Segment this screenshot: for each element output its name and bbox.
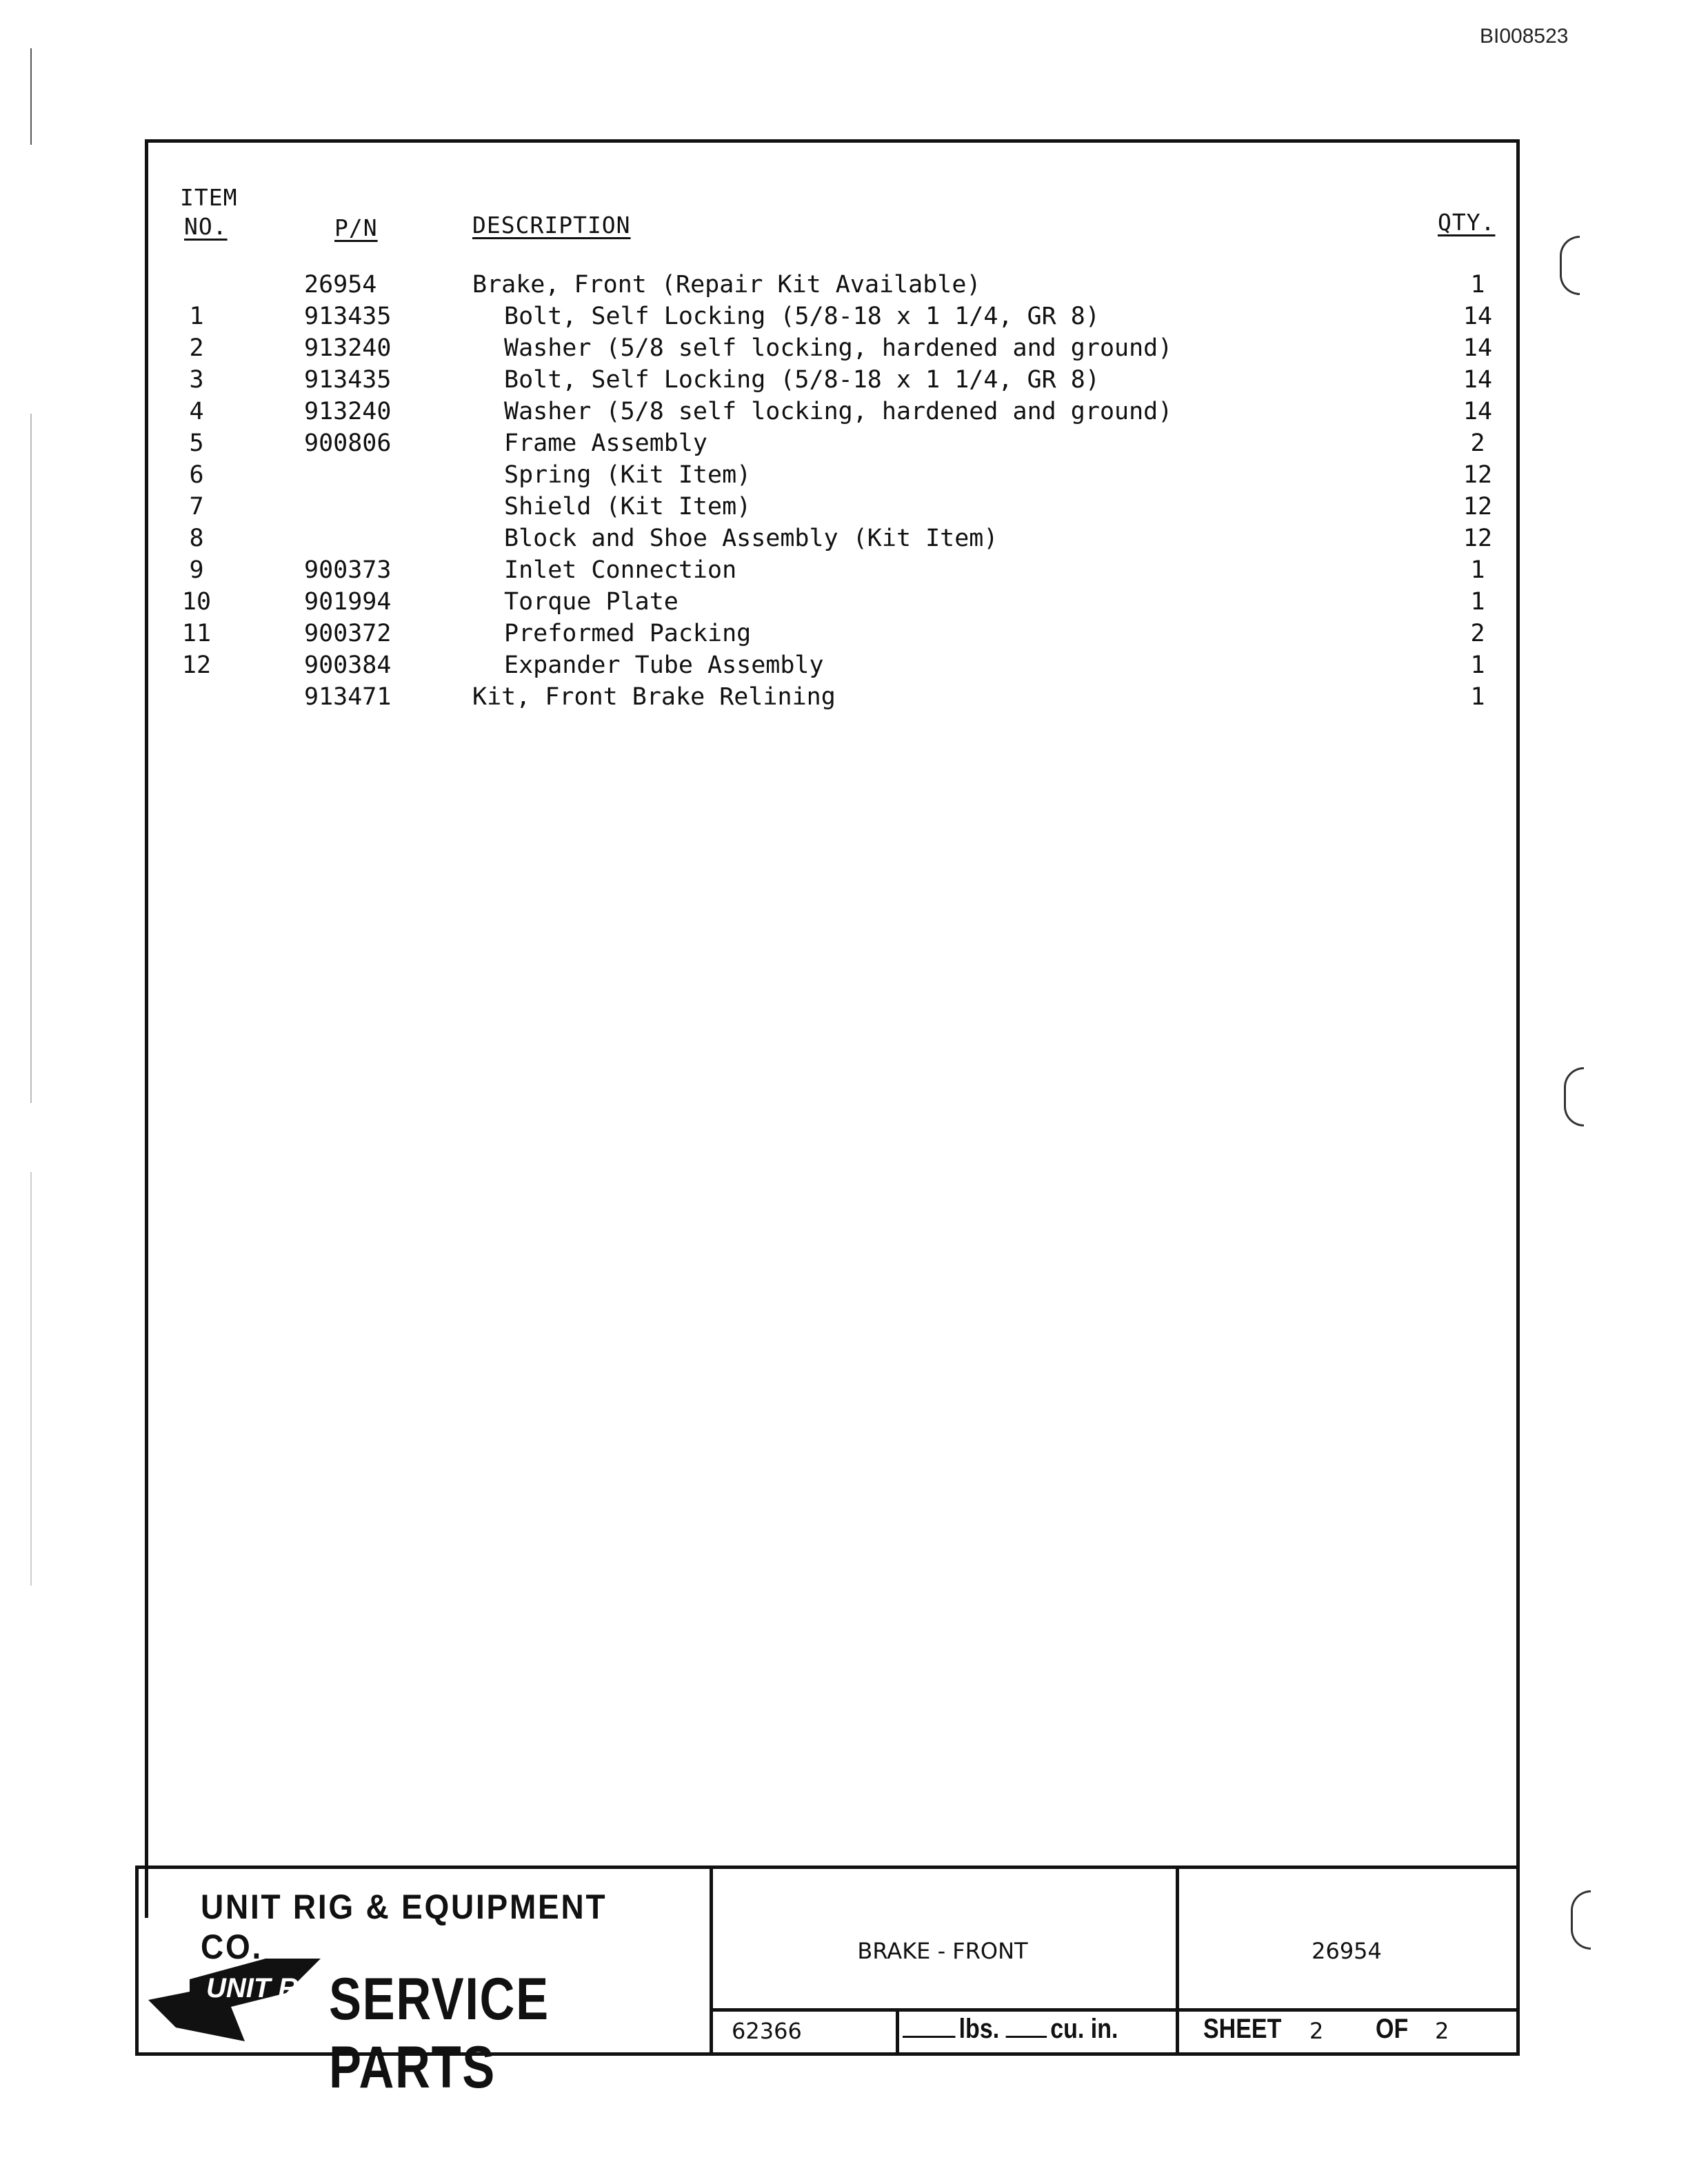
header-item-2: NO. bbox=[184, 213, 228, 240]
part-number: 913240 bbox=[304, 334, 392, 362]
part-number: 900806 bbox=[304, 429, 392, 457]
part-number: 26954 bbox=[304, 271, 377, 299]
quantity: 1 bbox=[1470, 588, 1485, 616]
item-number: 2 bbox=[189, 334, 204, 362]
item-number: 10 bbox=[181, 588, 212, 616]
description: Frame Assembly bbox=[504, 429, 708, 457]
quantity: 14 bbox=[1463, 398, 1493, 425]
item-number: 1 bbox=[189, 303, 204, 330]
sheet-number: 2 bbox=[1309, 2018, 1324, 2044]
item-number: 12 bbox=[181, 651, 212, 679]
description: Kit, Front Brake Relining bbox=[472, 683, 836, 711]
sheet-cell bbox=[1176, 2008, 1518, 2052]
description: Spring (Kit Item) bbox=[504, 461, 752, 489]
header-item-1: ITEM bbox=[180, 184, 238, 211]
sheet-total: 2 bbox=[1435, 2018, 1449, 2044]
part-number: 913435 bbox=[304, 303, 392, 330]
of-label: OF bbox=[1376, 2014, 1409, 2044]
table-row bbox=[148, 525, 1516, 556]
table-row bbox=[148, 303, 1516, 334]
quantity: 12 bbox=[1463, 525, 1493, 552]
table-row bbox=[148, 429, 1516, 461]
description: Washer (5/8 self locking, hardened and ground) bbox=[504, 398, 1173, 425]
table-row bbox=[148, 651, 1516, 683]
company-name: UNIT RIG & EQUIPMENT CO. bbox=[201, 1888, 607, 1966]
quantity: 1 bbox=[1470, 651, 1485, 679]
quantity: 12 bbox=[1463, 461, 1493, 489]
unit-rig-logo bbox=[148, 1952, 334, 2048]
scan-edge-line bbox=[30, 48, 32, 145]
title-block bbox=[135, 1866, 1520, 2101]
part-number: 913435 bbox=[304, 366, 392, 394]
quantity: 1 bbox=[1470, 556, 1485, 584]
binder-mark bbox=[1571, 1890, 1591, 1950]
description: Washer (5/8 self locking, hardened and ground) bbox=[504, 334, 1173, 362]
lbs-label: lbs. bbox=[958, 2014, 1000, 2044]
part-number: 26954 bbox=[1312, 1938, 1382, 1964]
drawing-number-cell bbox=[710, 2008, 899, 2052]
scan-edge-line bbox=[30, 1172, 32, 1586]
svg-text:UNIT RIG: UNIT RIG bbox=[206, 1973, 328, 2003]
scan-edge-line bbox=[30, 414, 32, 1103]
description: Inlet Connection bbox=[504, 556, 737, 584]
drawing-number: 62366 bbox=[732, 2018, 802, 2044]
part-number: 900372 bbox=[304, 620, 392, 647]
header-pn: P/N bbox=[334, 214, 378, 241]
part-number: 900373 bbox=[304, 556, 392, 584]
description: Block and Shoe Assembly (Kit Item) bbox=[504, 525, 998, 552]
sheet-label: SHEET bbox=[1203, 2014, 1282, 2044]
table-row bbox=[148, 493, 1516, 525]
item-number: 6 bbox=[189, 461, 204, 489]
table-row bbox=[148, 683, 1516, 715]
table-row bbox=[148, 556, 1516, 588]
item-number: 9 bbox=[189, 556, 204, 584]
item-number: 3 bbox=[189, 366, 204, 394]
table-row bbox=[148, 461, 1516, 493]
header-description: DESCRIPTION bbox=[472, 212, 631, 239]
table-row bbox=[148, 620, 1516, 651]
description: Torque Plate bbox=[504, 588, 679, 616]
description: Preformed Packing bbox=[504, 620, 752, 647]
part-number: 900384 bbox=[304, 651, 392, 679]
company-cell bbox=[139, 1869, 713, 2101]
quantity: 2 bbox=[1470, 429, 1485, 457]
description: Shield (Kit Item) bbox=[504, 493, 752, 520]
quantity: 14 bbox=[1463, 303, 1493, 330]
part-number: 913240 bbox=[304, 398, 392, 425]
item-number: 7 bbox=[189, 493, 204, 520]
quantity: 14 bbox=[1463, 334, 1493, 362]
binder-mark bbox=[1564, 1067, 1584, 1126]
table-row bbox=[148, 588, 1516, 620]
description: Bolt, Self Locking (5/8-18 x 1 1/4, GR 8) bbox=[504, 303, 1100, 330]
quantity: 1 bbox=[1470, 683, 1485, 711]
description: Bolt, Self Locking (5/8-18 x 1 1/4, GR 8) bbox=[504, 366, 1100, 394]
part-number-cell bbox=[1176, 1869, 1518, 2012]
quantity: 2 bbox=[1470, 620, 1485, 647]
weight-volume-cell bbox=[896, 2008, 1179, 2052]
part-number: 913471 bbox=[304, 683, 392, 711]
description: Brake, Front (Repair Kit Available) bbox=[472, 271, 981, 299]
parts-list-frame bbox=[145, 139, 1520, 1918]
item-number: 5 bbox=[189, 429, 204, 457]
part-title-cell bbox=[710, 1869, 1179, 2012]
description: Expander Tube Assembly bbox=[504, 651, 824, 679]
item-number: 8 bbox=[189, 525, 204, 552]
quantity: 14 bbox=[1463, 366, 1493, 394]
part-number: 901994 bbox=[304, 588, 392, 616]
table-row bbox=[148, 271, 1516, 303]
table-row bbox=[148, 398, 1516, 429]
item-number: 11 bbox=[181, 620, 212, 647]
header-qty: QTY. bbox=[1438, 209, 1496, 236]
table-row bbox=[148, 334, 1516, 366]
quantity: 1 bbox=[1470, 271, 1485, 299]
part-title: BRAKE - FRONT bbox=[857, 1938, 1028, 1964]
service-parts-label: SERVICE PARTS bbox=[329, 1966, 550, 2101]
document-id: BI008523 bbox=[1480, 25, 1569, 48]
item-number: 4 bbox=[189, 398, 204, 425]
cuin-label: cu. in. bbox=[1050, 2014, 1118, 2044]
quantity: 12 bbox=[1463, 493, 1493, 520]
binder-mark bbox=[1560, 236, 1580, 295]
table-row bbox=[148, 366, 1516, 398]
